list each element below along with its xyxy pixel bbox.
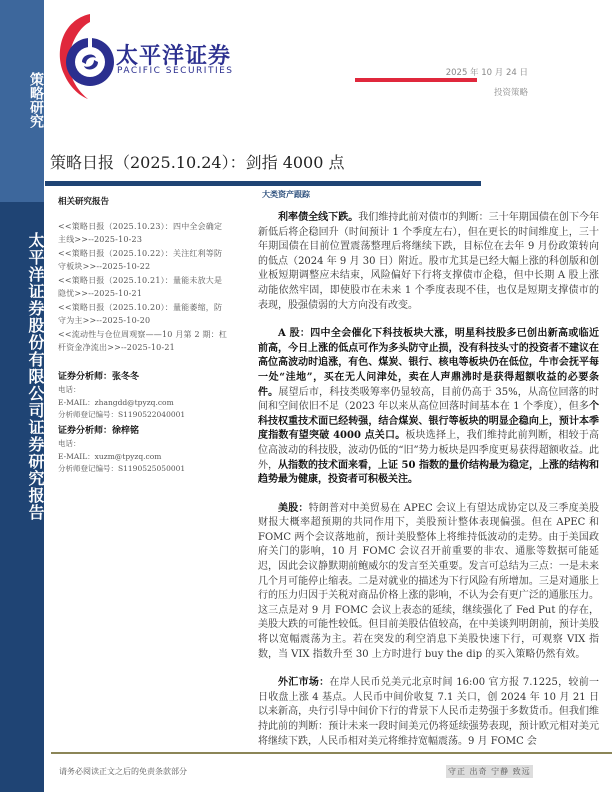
analyst-email[interactable]: E-MAIL：xuzm@tpyzq.com <box>58 451 162 461</box>
disclaimer-note: 请务必阅读正文之后的免责条款部分 <box>59 767 187 776</box>
paragraph-highlight: 外汇市场： <box>278 677 330 689</box>
paragraph-highlight: 利率债全线下跌。 <box>278 212 359 223</box>
left-column <box>58 196 228 476</box>
page-title: 策略日报（2025.10.24）：剑指 4000 点 <box>50 153 345 172</box>
report-category: 投资策略 <box>493 88 528 98</box>
related-report-link[interactable]: <<策略日报（2025.10.20）：量能萎缩，防守为主>>--2025-10-20 <box>58 302 223 325</box>
header-divider <box>355 78 477 82</box>
paragraph-highlight: 美股： <box>278 502 309 514</box>
section-heading: 大类资产跟踪 <box>262 189 310 199</box>
analyst-email[interactable]: E-MAIL：zhangdd@tpyzq.com <box>58 397 174 407</box>
analyst-registration: 分析师登记编号：S1190525050001 <box>58 464 186 473</box>
analyst-name: 证券分析师：张冬冬 <box>58 371 140 382</box>
sidebar-category-label: 策略研究 <box>28 72 44 128</box>
title-divider <box>45 181 481 186</box>
company-motto: 守正 出奇 宁静 致远 <box>448 767 531 776</box>
report-body <box>258 211 599 763</box>
report-date: 2025 年 10 月 24 日 <box>445 68 528 78</box>
paragraph-highlight: 个科技权重技术面已经转强，结合煤炭、银行等板块的明显企稳向上，预计本季度指数有望突破 4000 点关口。 <box>258 401 599 442</box>
related-report-link[interactable]: <<策略日报（2025.10.22）：关注红利等防守板块>>--2025-10-22 <box>58 248 223 271</box>
paragraph-text: 我们维持此前对债市的判断：三十年期国债在创下今年新低后将企稳回升（时间预计 1 个季度左右），但在更长的时间维度上，三十年期国债在目前位置震荡整理后将继续下跌，目标位在去年 9 月份政策转向的低点（2024 年 9 月 30 日）附近。股市尤其是已经大幅上涨的科创版和创业板短期调整应未结束，风险偏好下行将支撑债市企稳，但中长期 A 股上涨动能依然牢固，即使股市在未来 1 个季度表现不佳，也仅是短期支撑债市的表现，股强债弱的大方向没有改变。 <box>258 212 600 311</box>
body-paragraph <box>258 676 599 749</box>
related-reports-heading: 相关研究报告 <box>58 197 110 207</box>
paragraph-highlight: A 股：四中全会催化下科技板块大涨，明星科技股多已创出新高或临近前高，今日上涨的低点可作为多头防守止损，没有科技头寸的投资者不建议在高位高波动时追涨，有色、煤炭、银行、核电等板块仍在低位，牛市会抚平每一处“洼地”，买在无人问津处，卖在人声鼎沸时是获得超额收益的必要条件。 <box>258 328 599 398</box>
brand-name-en: PACIFIC SECURITIES <box>117 66 234 76</box>
body-paragraph <box>258 327 599 488</box>
related-report-link[interactable]: <<流动性与仓位周观察——10 月第 2 期：杠杆资金净流出>>--2025-10-21 <box>58 329 228 352</box>
body-paragraph <box>258 211 599 313</box>
analyst-phone: 电话： <box>58 439 81 448</box>
paragraph-highlight: 从指数的技术面来看，上证 50 指数的量价结构最为稳定，上涨的结构和趋势最为健康，投资者可积极关注。 <box>258 459 599 486</box>
pacific-securities-logo-icon <box>52 12 116 102</box>
analyst-registration: 分析师登记编号：S1190522040001 <box>58 410 186 419</box>
paragraph-text: 特朗普对中美贸易在 APEC 会议上有望达成协定以及三季度美股财报大概率超预期的共同作用下，美股预计整体表现偏强。但在 APEC 和 FOMC 两个会议落地前，预计美股整体上将维持低波动的走势。由于美国政府关门的影响，10 月 FOMC 会议召开前重要的非农、通胀等数据可能延迟，因此会议静默期前鲍威尔的发言至关重要。发言可总结为三点：一是未来几个月可能停止缩表。二是对就业的描述为下行风险有所增加。三是对通胀上行的压力归因于关税对商品价格上涨的影响，不认为会有更广泛的通胀压力。这三点是对 9 月 FOMC 会议上表态的延续，继续强化了 Fed Put 的存在，美股大跌的可能性较低。但目前美股估值较高，在中美谈判明朗前，预计美股将以宽幅震荡为主。若在突发的利空消息下美股快速下行，可观察 VIX 指数，当 VIX 指数升至 30 上方时进行 buy the dip 的买入策略仍然有效。 <box>258 502 599 660</box>
brand-name-cn: 太平洋证券 <box>116 44 232 69</box>
analyst-name: 证券分析师：徐梓铭 <box>58 425 140 436</box>
paragraph-text: 板块选择上，我们维持此前判断，相较于高位高波动的科技股，波动仍低的“旧”势力板块是四季度更易获得超额收益。此外， <box>258 430 600 471</box>
related-report-link[interactable]: <<策略日报（2025.10.21）：量能未放大是隐忧>>--2025-10-21 <box>58 275 223 298</box>
footer-divider <box>51 752 612 754</box>
sidebar-company-label: 太平洋证券股份有限公司证券研究报告 <box>26 232 45 521</box>
paragraph-text: 在岸人民币兑美元北京时间 16:00 官方报 7.1225，较前一日收盘上涨 4 基点。人民币中间价收复 7.1 关口，创 2024 年 10 月 21 日以来新高，央行引导中间价下行的背景下人民币走势强于多数货币。但我们维持此前的判断：预计未来一段时间美元仍将延续强势表现，预计欧元相对美元将继续下跌，人民币相对美元将维持宽幅震荡。9 月 FOMC 会 <box>258 677 599 747</box>
paragraph-text: 展望后市，科技类吸筹率仍显较高，目前仍高于 35%，从高位回落的时间和空间依旧不足（2023 年以来从高位回落时间基本在 1 个季度），但多 <box>258 386 600 413</box>
related-report-link[interactable]: <<策略日报（2025.10.23）：四中全会确定主线>>--2025-10-23 <box>58 221 223 244</box>
analyst-phone: 电话： <box>58 385 81 394</box>
body-paragraph <box>258 502 599 663</box>
